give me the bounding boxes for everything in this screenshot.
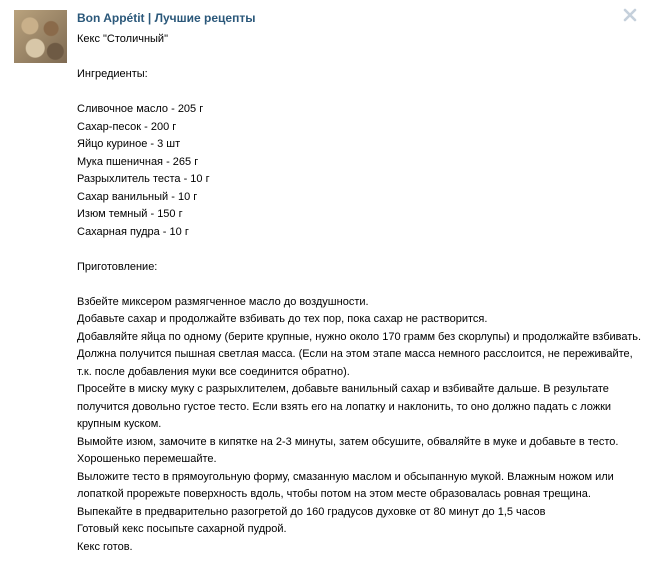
ingredient-item: Сахарная пудра - 10 г bbox=[77, 225, 189, 238]
preparation-step: Должна получится пышная светлая масса. (Если на этом этапе масса немного расслоится, не переживайте, т.к. после добавления муки все соединится обратно). bbox=[77, 348, 633, 378]
preparation-step: Вымойте изюм, замочите в кипятке на 2-3 минуты, затем обсушите, обваляйте в муке и добавьте в тесто. Хорошенько перемешайте. bbox=[77, 435, 619, 465]
ingredient-item: Яйцо куриное - 3 шт bbox=[77, 138, 181, 150]
preparation-step: Кекс готов. bbox=[77, 540, 133, 553]
preparation-heading: Приготовление: bbox=[77, 260, 158, 273]
ingredient-item: Сливочное масло - 205 г bbox=[77, 103, 204, 115]
post-text bbox=[77, 31, 642, 556]
preparation-step: Просейте в миску муку с разрыхлителем, добавьте ванильный сахар и взбивайте дальше. В результате получится довольно густое тесто. Если взять его на лопатку и наклонить, то оно должно падать с ложки крупным куском. bbox=[77, 383, 612, 430]
ingredient-item: Сахар-песок - 200 г bbox=[77, 120, 177, 133]
post-avatar[interactable] bbox=[14, 10, 67, 63]
preparation-step: Добавьте сахар и продолжайте взбивать до тех пор, пока сахар не растворится. bbox=[77, 313, 488, 325]
preparation-step: Взбейте миксером размягченное масло до воздушности. bbox=[77, 295, 369, 308]
preparation-step: Готовый кекс посыпьте сахарной пудрой. bbox=[77, 523, 287, 535]
ingredient-item: Мука пшеничная - 265 г bbox=[77, 155, 199, 168]
preparation-step: Выложите тесто в прямоугольную форму, смазанную маслом и обсыпанную мукой. Влажным ножом или лопаткой прорежьте поверхность вдоль, чтобы потом на этом месте образовалась ровная трещина. bbox=[77, 470, 614, 500]
ingredient-item: Сахар ванильный - 10 г bbox=[77, 190, 198, 203]
ingredient-item: Изюм темный - 150 г bbox=[77, 208, 183, 220]
post-author-link[interactable]: Bon Appétit | Лучшие рецепты bbox=[77, 11, 256, 25]
ingredients-heading: Ингредиенты: bbox=[77, 68, 148, 80]
ingredient-item: Разрыхлитель теста - 10 г bbox=[77, 173, 210, 185]
preparation-step: Выпекайте в предварительно разогретой до 160 градусов духовке от 80 минут до 1,5 часов bbox=[77, 505, 546, 518]
preparation-step: Добавляйте яйца по одному (берите крупные, нужно около 170 грамм без скорлупы) и продолжайте взбивать. bbox=[77, 330, 642, 343]
recipe-title: Кекс "Столичный" bbox=[77, 33, 168, 45]
close-icon[interactable] bbox=[622, 7, 638, 23]
